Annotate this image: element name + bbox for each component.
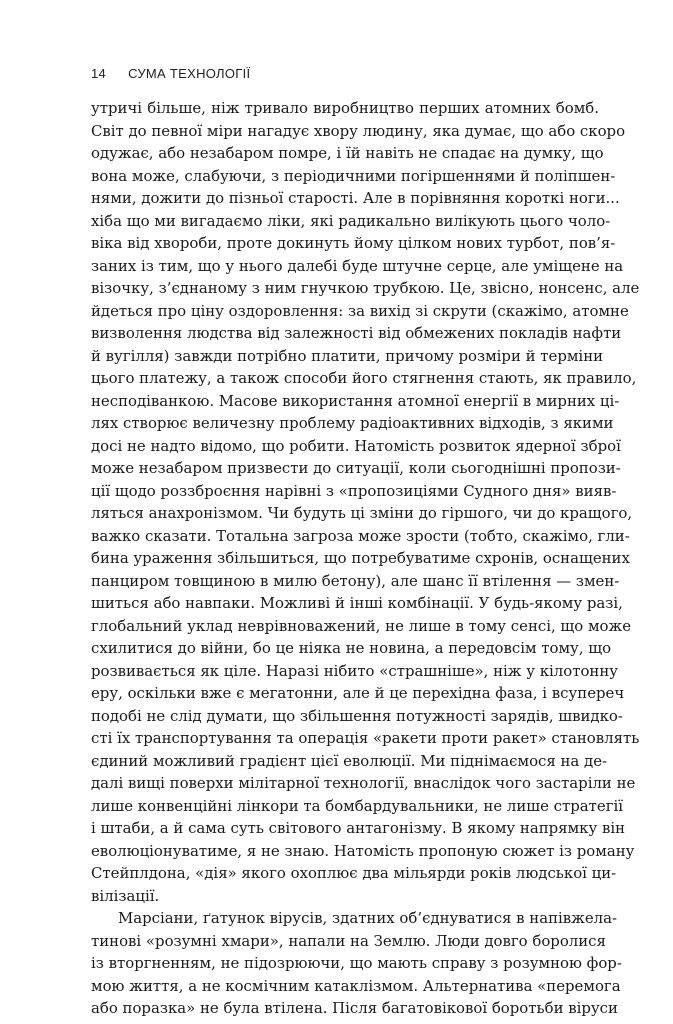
text-line: одужає, або незабаром помре, і їй навіть не спадає на думку, що: [91, 144, 604, 162]
body-text: [91, 97, 640, 1020]
text-line: йдеться про ціну оздоровлення: за вихід зі скрути (скажімо, атомне: [91, 301, 629, 320]
text-line: і штаби, а й сама суть світового антагонізму. В якому напрямку він: [91, 819, 626, 837]
running-title: СУМА ТЕХНОЛОГІЇ: [128, 66, 251, 81]
text-line: шиться або навпаки. Можливі й інші комбінації. У будь-якому разі,: [91, 594, 623, 612]
text-line: може незабаром призвести до ситуації, коли сьогоднішні пропози-: [91, 459, 621, 477]
text-line: із вторгненням, не підозрюючи, що мають справу з розумною фор-: [91, 954, 622, 972]
text-line: Стейплдона, «дія» якого охоплює два мільярди років людської ци-: [91, 864, 617, 882]
text-line: візочку, з’єднаному з ним гнучкою трубкою. Це, звісно, нонсенс, але: [91, 279, 640, 297]
text-line: цього платежу, а також способи його стягнення стають, як правило,: [91, 369, 637, 387]
text-line: єдиний можливий градієнт цієї еволюції. Ми піднімаємося на де-: [91, 751, 608, 770]
text-line: лях створює величезну проблему радіоактивних відходів, з якими: [91, 414, 614, 432]
text-line: ції щодо роззброєння нарівні з «пропозиціями Судного дня» вияв-: [91, 481, 617, 500]
text-line: схилитися до війни, бо це ніяка не новина, а передовсім тому, що: [91, 639, 612, 657]
text-line: нями, дожити до пізньої старості. Але в порівняння короткі ноги...: [91, 189, 620, 207]
page-number: 14: [91, 66, 107, 81]
text-line: еволюціонуватиме, я не знаю. Натомість пропоную сюжет із роману: [91, 841, 635, 860]
text-line: подобі не слід думати, що збільшення потужності зарядів, швидко-: [91, 706, 623, 725]
text-line: й вугілля) завжди потрібно платити, причому розміри й терміни: [91, 346, 604, 365]
text-line: глобальний уклад неврівноважений, не лише в тому сенсі, що може: [91, 616, 632, 635]
text-line: утричі більше, ніж тривало виробництво перших атомних бомб.: [91, 99, 599, 117]
text-line: сті їх транспортування та операція «ракети проти ракет» становлять: [91, 729, 640, 747]
text-line: тинові «розумні хмари», напали на Землю. Люди довго боролися: [91, 931, 606, 950]
text-line: віка від хвороби, проте докинуть йому цілком нових турбот, пов’я-: [91, 234, 616, 252]
text-line: визволення людства від залежності від обмежених покладів нафти: [91, 324, 622, 342]
text-line: або поразка» не була втілена. Після багатовікової боротьби віруси: [91, 999, 618, 1017]
text-line: заних із тим, що у нього далебі буде штучне серце, але уміщене на: [91, 256, 624, 275]
paragraph-first-line: Марсіани, ґатунок вірусів, здатних об’єднуватися в напівжела-: [118, 909, 618, 927]
text-line: важко сказати. Тотальна загроза може зрости (тобто, скажімо, гли-: [91, 526, 630, 545]
text-line: хіба що ми вигадаємо ліки, які радикально вилікують цього чоло-: [91, 211, 611, 230]
text-line: еру, оскільки вже є мегатонни, але й це перехідна фаза, і всупереч: [91, 684, 625, 702]
text-line: лише конвенційні лінкори та бомбардувальники, не лише стратегії: [91, 796, 624, 815]
text-line: досі не надто відомо, що робити. Натомість розвиток ядерної зброї: [91, 436, 621, 455]
paragraph-last-line: вілізації.: [91, 886, 160, 905]
text-line: несподіванкою. Масове використання атомної енергії в мирних ці-: [91, 391, 620, 410]
text-line: розвивається як ціле. Наразі нібито «страшніше», ніж у кілотонну: [91, 661, 619, 680]
text-line: Світ до певної міри нагадує хвору людину, яка думає, що або скоро: [91, 121, 626, 140]
running-header: [91, 66, 250, 81]
text-line: далі вищі поверхи мілітарної технології, внаслідок чого застаріли не: [91, 774, 636, 792]
text-line: ляться анахронізмом. Чи будуть ці зміни до гіршого, чи до кращого,: [91, 504, 633, 522]
text-line: панциром товщиною в милю бетону), але шанс її втілення — змен-: [91, 571, 620, 590]
text-line: вона може, слабуючи, з періодичними погіршеннями й поліпшен-: [91, 166, 616, 185]
text-line: бина ураження збільшиться, що потребуватиме схронів, оснащених: [91, 549, 630, 567]
text-line: мою життя, а не космічним катаклізмом. Альтернатива «перемога: [91, 976, 621, 995]
